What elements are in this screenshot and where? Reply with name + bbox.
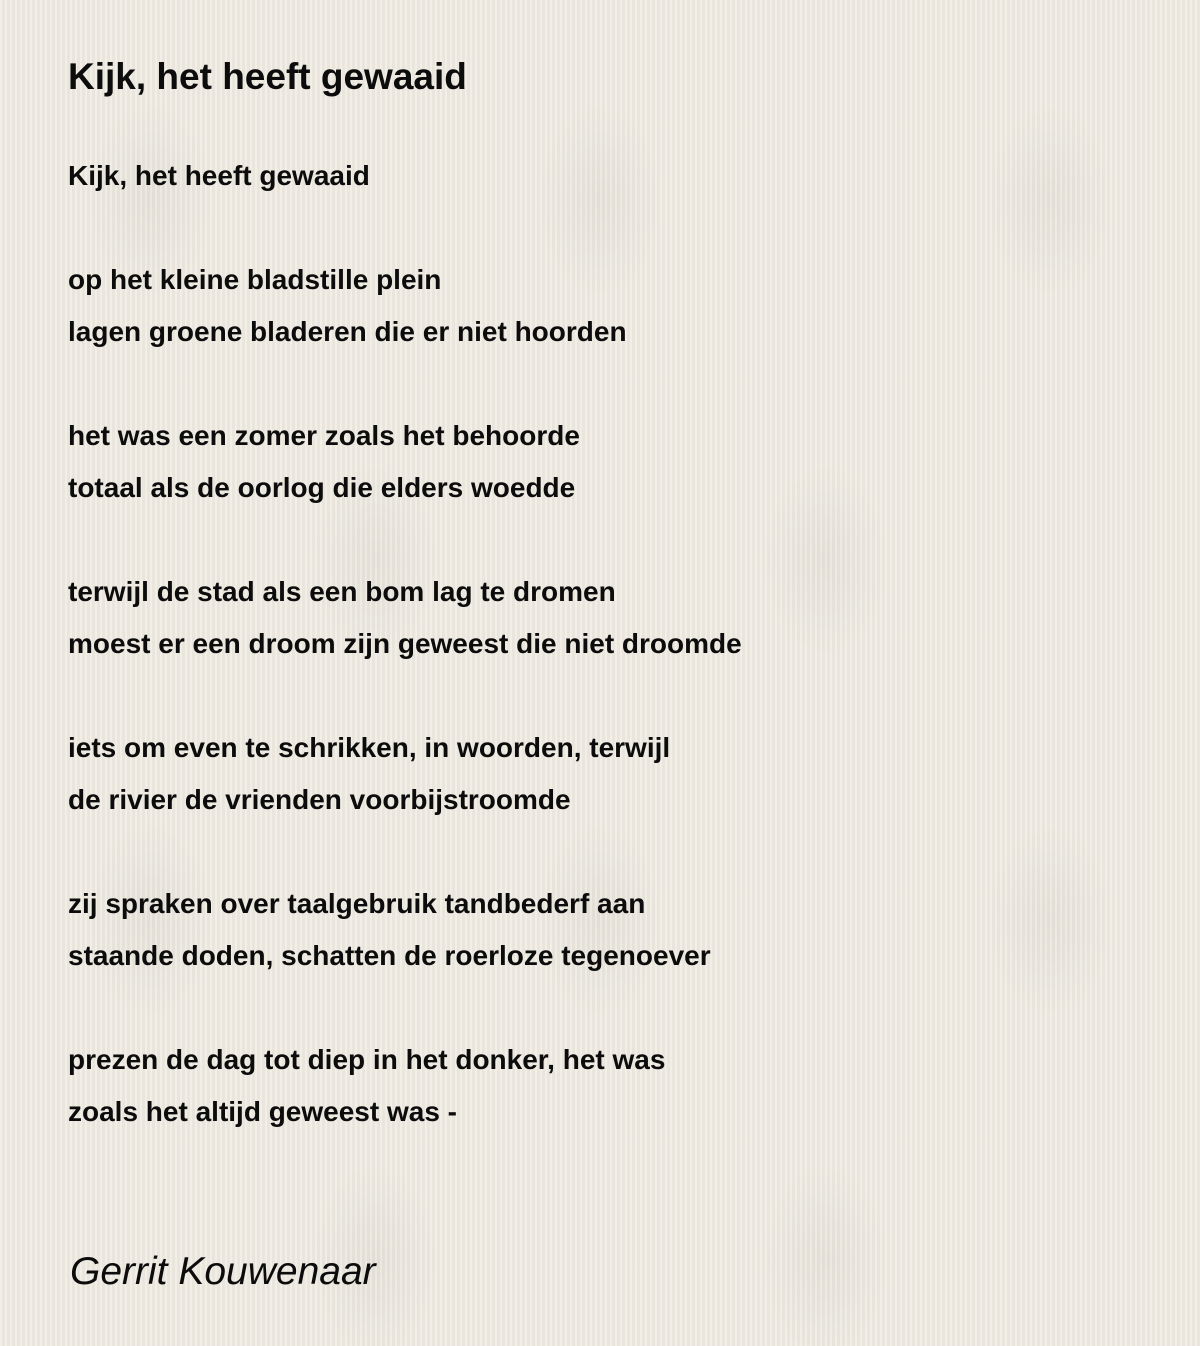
- poem-line: lagen groene bladeren die er niet hoorden: [68, 316, 627, 347]
- poem-line-blank: [68, 826, 1128, 878]
- poem-line: totaal als de oorlog die elders woedde: [68, 472, 576, 503]
- poem-line-blank: [68, 202, 1128, 254]
- poem-line-blank: [68, 982, 1128, 1034]
- poem-line-blank: [68, 358, 1128, 410]
- poem-line: prezen de dag tot diep in het donker, het was: [68, 1044, 666, 1075]
- poem-line: op het kleine bladstille plein: [68, 264, 442, 295]
- poem-body: [68, 150, 1128, 1138]
- poem-line: de rivier de vrienden voorbijstroomde: [68, 784, 571, 815]
- poem-line: Kijk, het heeft gewaaid: [68, 160, 370, 191]
- poem-line-blank: [68, 670, 1128, 722]
- poem-line: terwijl de stad als een bom lag te dromen: [68, 576, 616, 607]
- poem-line: het was een zomer zoals het behoorde: [68, 420, 580, 451]
- poem-author: Gerrit Kouwenaar: [70, 1250, 376, 1293]
- poem-title: Kijk, het heeft gewaaid: [68, 56, 467, 97]
- poem-line: zij spraken over taalgebruik tandbederf aan: [68, 888, 646, 919]
- poem-line: moest er een droom zijn geweest die niet droomde: [68, 628, 742, 659]
- poem-line: zoals het altijd geweest was -: [68, 1096, 458, 1127]
- poem-line-blank: [68, 514, 1128, 566]
- poem-line: iets om even te schrikken, in woorden, terwijl: [68, 732, 671, 763]
- poem-line: staande doden, schatten de roerloze tegenoever: [68, 940, 711, 971]
